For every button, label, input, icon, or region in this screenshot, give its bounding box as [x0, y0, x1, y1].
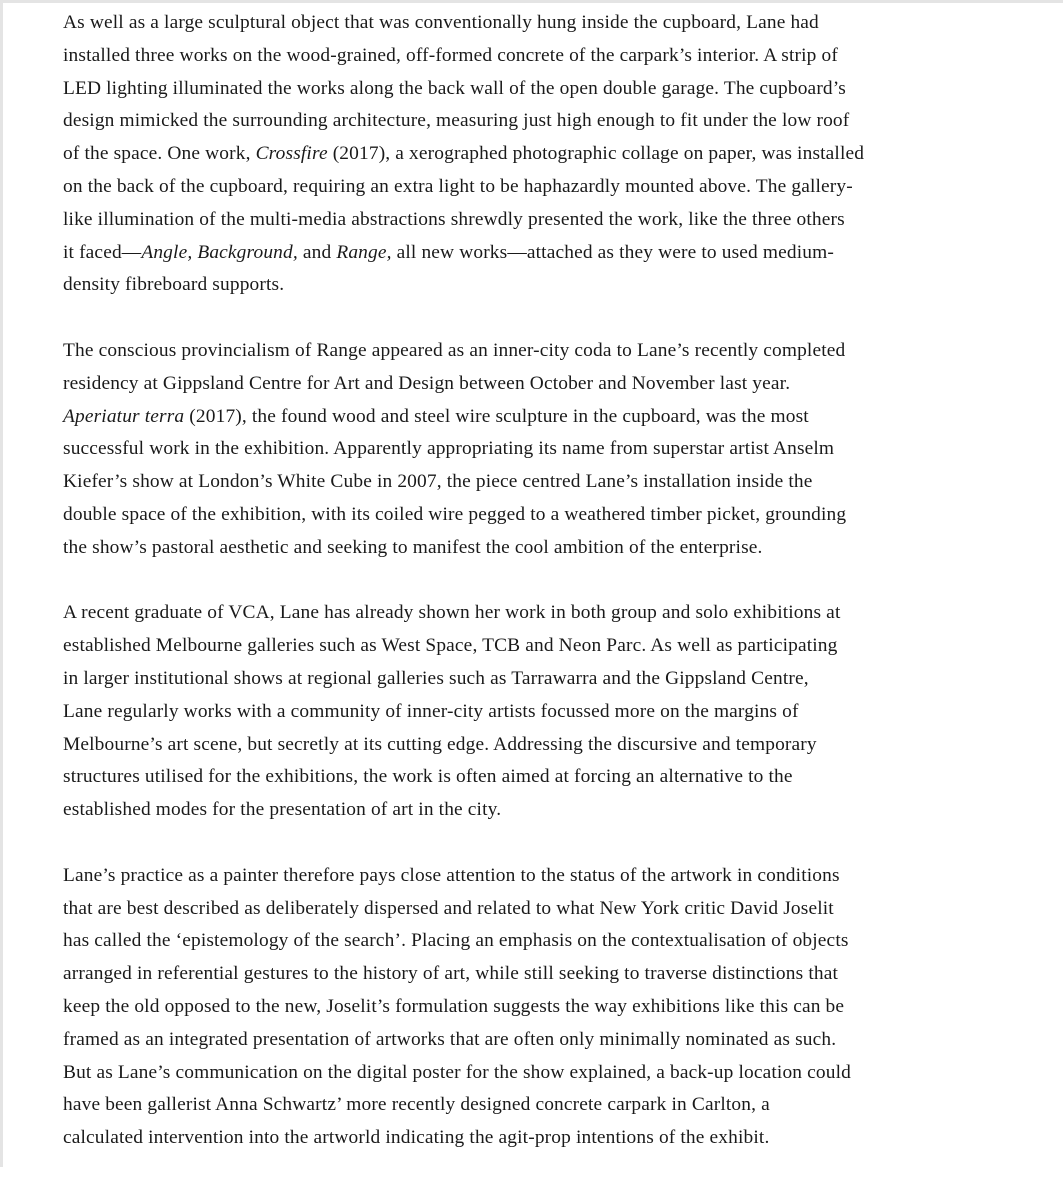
text-line: [63, 237, 1013, 270]
text-line: installed three works on the wood-grained, off-formed concrete of the carpark’s interior. A strip of: [63, 44, 838, 66]
text-line: has called the ‘epistemology of the search’. Placing an emphasis on the contextualisation of objects: [63, 930, 849, 952]
text-line: like illumination of the multi-media abstractions shrewdly presented the work, like the three others: [63, 208, 845, 230]
text-line: design mimicked the surrounding architecture, measuring just high enough to fit under the low roof: [63, 110, 850, 132]
text-line: arranged in referential gestures to the history of art, while still seeking to traverse distinctions that: [63, 963, 838, 985]
paragraph-range: [63, 335, 1013, 565]
text-line: residency at Gippsland Centre for Art and Design between October and November last year.: [63, 372, 791, 394]
text-line: Kiefer’s show at London’s White Cube in 2007, the piece centred Lane’s installation inside the: [63, 471, 813, 493]
paragraph-practice: [63, 860, 1013, 1155]
text-line: Melbourne’s art scene, but secretly at its cutting edge. Addressing the discursive and temporary: [63, 733, 817, 755]
text-line: density fibreboard supports.: [63, 274, 285, 296]
artwork-titles-angle-background: Angle, Background,: [141, 241, 298, 263]
text-line: The conscious provincialism of Range appeared as an inner-city coda to Lane’s recently completed: [63, 339, 846, 361]
text-run: and: [297, 241, 337, 263]
text-line: As well as a large sculptural object that was conventionally hung inside the cupboard, Lane had: [63, 12, 819, 33]
text-line: that are best described as deliberately dispersed and related to what New York critic David Joselit: [63, 897, 834, 919]
text-line: [63, 401, 1013, 434]
article-body: [63, 7, 1013, 1188]
paragraph-installation: [63, 7, 1013, 302]
text-line: in larger institutional shows at regional galleries such as Tarrawarra and the Gippsland Centre,: [63, 667, 809, 689]
text-run: it faced—: [63, 241, 142, 263]
artwork-title-crossfire: Crossfire: [255, 143, 328, 165]
text-line: [63, 138, 1013, 171]
text-line: successful work in the exhibition. Apparently appropriating its name from superstar artist Anselm: [63, 438, 835, 460]
text-line: the show’s pastoral aesthetic and seeking to manifest the cool ambition of the enterprise.: [63, 536, 763, 558]
text-run: (2017), the found wood and steel wire sculpture in the cupboard, was the most: [184, 405, 809, 427]
text-run: (2017), a xerographed photographic collage on paper, was installed: [327, 143, 865, 165]
text-line: Lane regularly works with a community of inner-city artists focussed more on the margins of: [63, 700, 799, 722]
text-line: calculated intervention into the artworld indicating the agit-prop intentions of the exhibit.: [63, 1127, 770, 1149]
text-line: framed as an integrated presentation of artworks that are often only minimally nominated as such.: [63, 1028, 837, 1050]
text-line: double space of the exhibition, with its coiled wire pegged to a weathered timber picket, grounding: [63, 503, 847, 525]
text-line: keep the old opposed to the new, Joselit’s formulation suggests the way exhibitions like this can be: [63, 995, 845, 1017]
text-line: structures utilised for the exhibitions, the work is often aimed at forcing an alternative to the: [63, 766, 793, 788]
text-line: have been gallerist Anna Schwartz’ more recently designed concrete carpark in Carlton, a: [63, 1094, 770, 1116]
text-run: all new works—attached as they were to used medium-: [391, 241, 834, 263]
text-line: on the back of the cupboard, requiring an extra light to be haphazardly mounted above. The gallery-: [63, 175, 853, 197]
text-line: But as Lane’s communication on the digital poster for the show explained, a back-up location could: [63, 1061, 851, 1083]
artwork-title-aperiatur-terra: Aperiatur terra: [63, 405, 185, 427]
text-line: established modes for the presentation of art in the city.: [63, 799, 502, 821]
artwork-title-range: Range,: [336, 241, 392, 263]
text-line: A recent graduate of VCA, Lane has already shown her work in both group and solo exhibitions at: [63, 602, 841, 624]
text-line: LED lighting illuminated the works along the back wall of the open double garage. The cupboard’s: [63, 77, 846, 99]
text-run: of the space. One work,: [63, 143, 256, 165]
text-line: Lane’s practice as a painter therefore pays close attention to the status of the artwork in conditions: [63, 864, 840, 886]
text-line: established Melbourne galleries such as West Space, TCB and Neon Parc. As well as participating: [63, 635, 838, 657]
paragraph-biography: [63, 597, 1013, 827]
